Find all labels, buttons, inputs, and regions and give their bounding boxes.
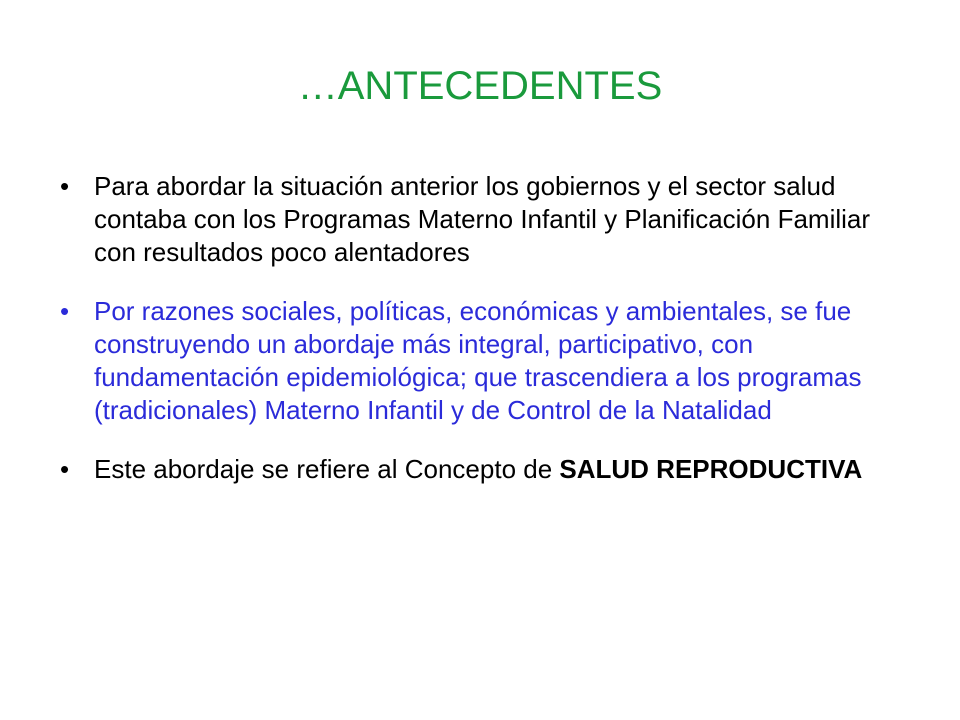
bullet-dot-icon: •: [60, 296, 70, 326]
bullet-text-3-prefix: Este abordaje se refiere al Concepto de: [94, 454, 560, 484]
bullet-text-3-emphasis: SALUD REPRODUCTIVA: [559, 454, 863, 484]
bullet-list: [58, 170, 918, 512]
bullet-text-1: Para abordar la situación anterior los gobiernos y el sector salud contaba con los Programas Materno Infantil y Planificación Familiar con resultados poco alentadores: [94, 171, 871, 267]
slide-title: …ANTECEDENTES: [297, 64, 663, 108]
bullet-text-2: Por razones sociales, políticas, económicas y ambientales, se fue construyendo un abordaje más integral, participativo, con fundamentación epidemiológica; que trascendiera a los programas (tradicionales) Materno Infantil y de Control de la Natalidad: [94, 296, 862, 425]
bullet-item-1: [58, 170, 918, 269]
bullet-item-2: [58, 295, 918, 427]
bullet-item-3: [58, 453, 918, 486]
bullet-dot-icon: •: [60, 454, 70, 484]
bullet-dot-icon: •: [60, 171, 70, 201]
